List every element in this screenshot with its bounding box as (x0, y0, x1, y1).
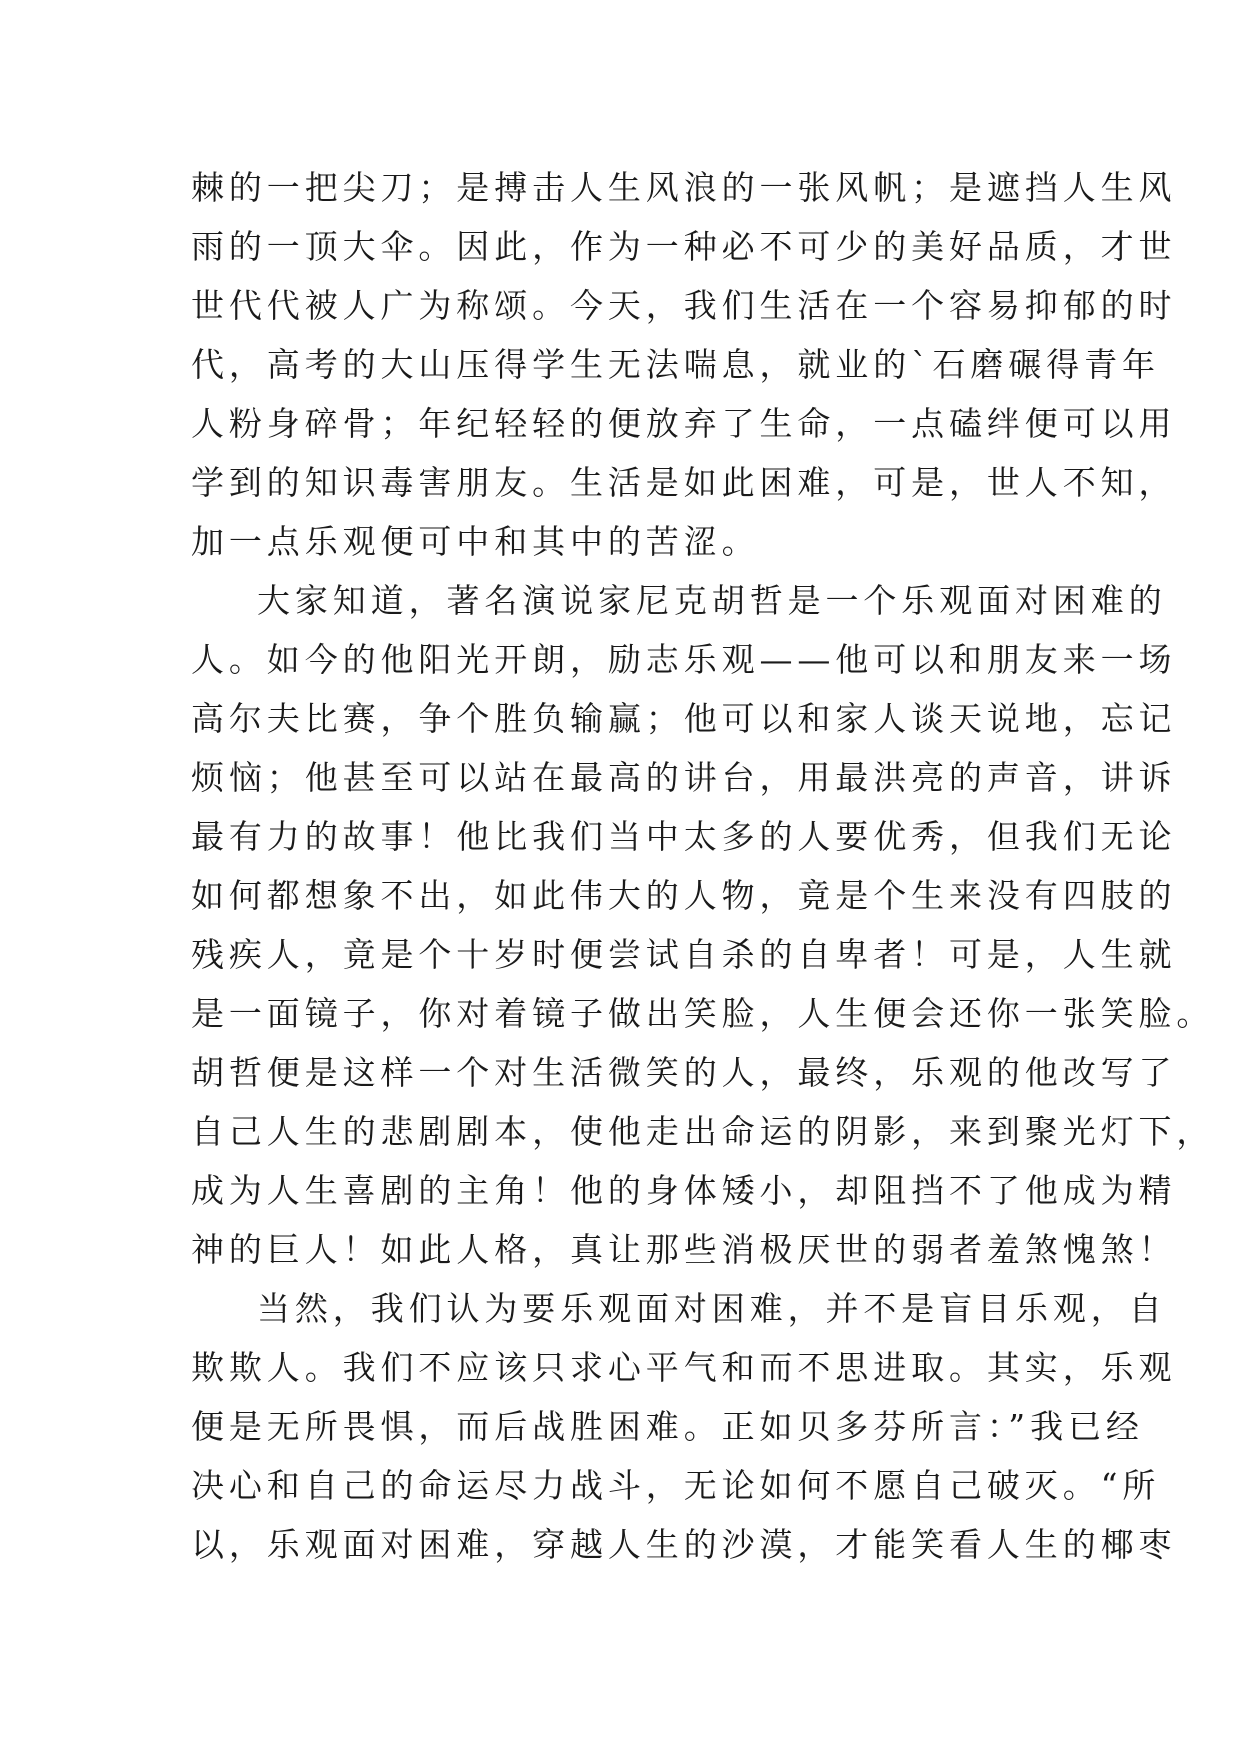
text-line: 人粉身碎骨；年纪轻轻的便放弃了生命，一点磕绊便可以用 (191, 404, 1177, 443)
text-line: 便是无所畏惧，而后战胜困难。正如贝多芬所言：”我已经 (191, 1407, 1144, 1446)
text-line: 神的巨人！如此人格，真让那些消极厌世的弱者羞煞愧煞！ (191, 1230, 1177, 1269)
text-line: 代，高考的大山压得学生无法喘息，就业的`石磨碾得青年 (191, 345, 1160, 384)
text-line: 胡哲便是这样一个对生活微笑的人，最终，乐观的他改写了 (191, 1053, 1177, 1092)
text-line: 成为人生喜剧的主角！他的身体矮小，却阻挡不了他成为精 (191, 1171, 1177, 1210)
text-line: 残疾人，竟是个十岁时便尝试自杀的自卑者！可是，人生就 (191, 935, 1177, 974)
text-line: 如何都想象不出，如此伟大的人物，竟是个生来没有四肢的 (191, 876, 1177, 915)
text-line: 自己人生的悲剧剧本，使他走出命运的阴影，来到聚光灯下， (191, 1112, 1215, 1151)
text-line: 高尔夫比赛，争个胜负输赢；他可以和家人谈天说地，忘记 (191, 699, 1177, 738)
text-line: 棘的一把尖刀；是搏击人生风浪的一张风帆；是遮挡人生风 (191, 168, 1177, 207)
text-line: 欺欺人。我们不应该只求心平气和而不思进取。其实，乐观 (191, 1348, 1177, 1387)
paragraph-start-line: 大家知道，著名演说家尼克胡哲是一个乐观面对困难的 (257, 581, 1167, 620)
text-line: 决心和自己的命运尽力战斗，无论如何不愿自己破灭。“所 (191, 1466, 1161, 1505)
text-line: 人。如今的他阳光开朗，励志乐观——他可以和朋友来一场 (191, 640, 1177, 679)
body-text (191, 158, 1215, 1574)
paragraph-start-line: 当然，我们认为要乐观面对困难，并不是盲目乐观，自 (257, 1289, 1167, 1328)
text-line: 学到的知识毒害朋友。生活是如此困难，可是，世人不知， (191, 463, 1177, 502)
text-line: 世代代被人广为称颂。今天，我们生活在一个容易抑郁的时 (191, 286, 1177, 325)
text-line: 最有力的故事！他比我们当中太多的人要优秀，但我们无论 (191, 817, 1177, 856)
text-line: 烦恼；他甚至可以站在最高的讲台，用最洪亮的声音，讲诉 (191, 758, 1177, 797)
text-line: 加一点乐观便可中和其中的苦涩。 (191, 522, 760, 561)
text-line: 以，乐观面对困难，穿越人生的沙漠，才能笑看人生的椰枣 (191, 1525, 1177, 1564)
text-line: 雨的一顶大伞。因此，作为一种必不可少的美好品质，才世 (191, 227, 1177, 266)
text-line: 是一面镜子，你对着镜子做出笑脸，人生便会还你一张笑脸。 (191, 994, 1215, 1033)
